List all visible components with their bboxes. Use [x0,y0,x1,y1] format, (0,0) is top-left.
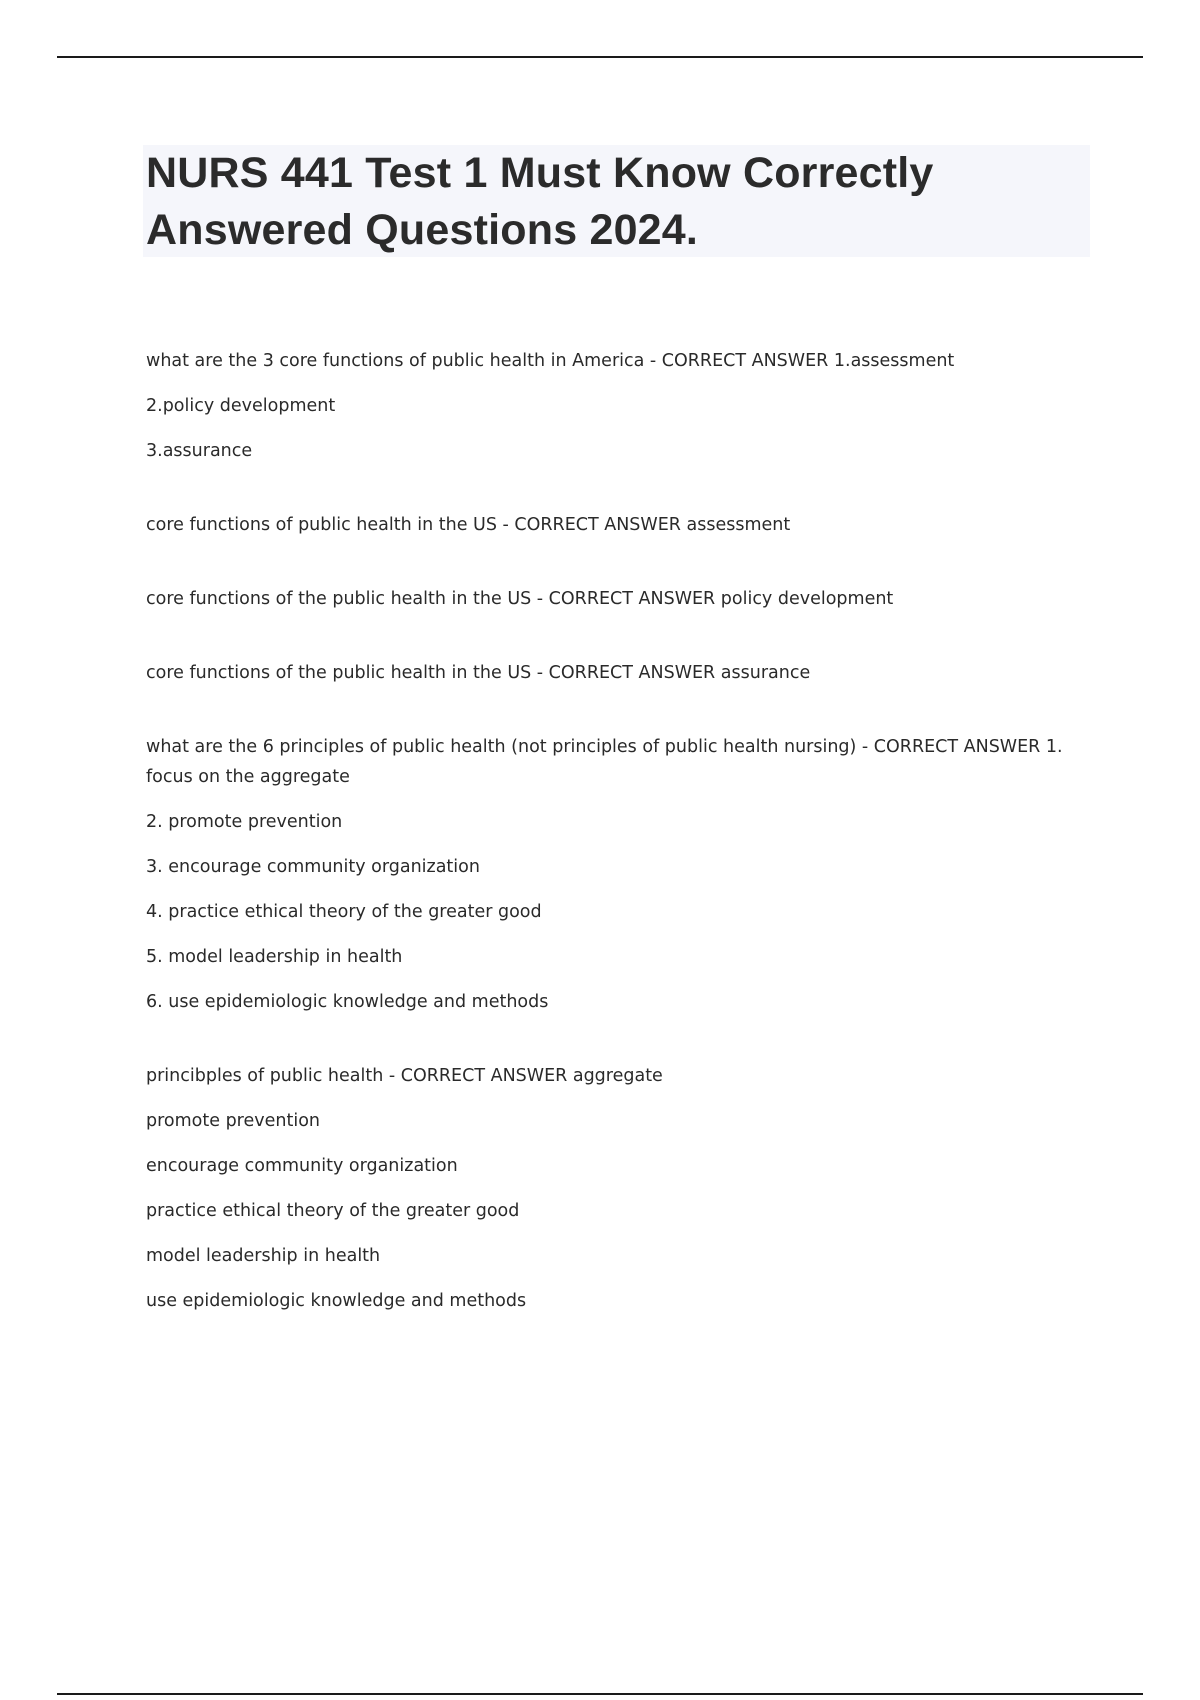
qa-entry [146,584,1096,614]
answer-line: 3. encourage community organization [146,857,480,877]
bottom-rule [57,1693,1143,1695]
answer-line: encourage community organization [146,1156,458,1176]
answer-line: model leadership in health [146,1246,381,1266]
question-line: core functions of the public health in the US - CORRECT ANSWER policy development [146,589,894,609]
question-line: core functions of the public health in the US - CORRECT ANSWER assurance [146,663,811,683]
qa-entry [146,346,1096,466]
qa-entry [146,1061,1096,1316]
answer-line: 5. model leadership in health [146,947,403,967]
document-title: NURS 441 Test 1 Must Know Correctly Answered Questions 2024. [146,149,934,254]
question-line: what are the 6 principles of public health (not principles of public health nursing) - CORRECT ANSWER 1. focus on the aggregate [146,737,1063,787]
qa-entry [146,658,1096,688]
answer-line: 3.assurance [146,441,253,461]
answer-line: 2. promote prevention [146,812,343,832]
question-line: princibples of public health - CORRECT ANSWER aggregate [146,1066,663,1086]
qa-entry [146,732,1096,1017]
document-body [146,346,1096,1360]
answer-line: promote prevention [146,1111,320,1131]
answer-line: practice ethical theory of the greater good [146,1201,520,1221]
qa-entry [146,510,1096,540]
question-line: what are the 3 core functions of public health in America - CORRECT ANSWER 1.assessment [146,351,955,371]
answer-line: 2.policy development [146,396,336,416]
question-line: core functions of public health in the US - CORRECT ANSWER assessment [146,515,791,535]
top-rule [57,56,1143,58]
answer-line: use epidemiologic knowledge and methods [146,1291,527,1311]
answer-line: 4. practice ethical theory of the greater good [146,902,542,922]
answer-line: 6. use epidemiologic knowledge and methods [146,992,549,1012]
